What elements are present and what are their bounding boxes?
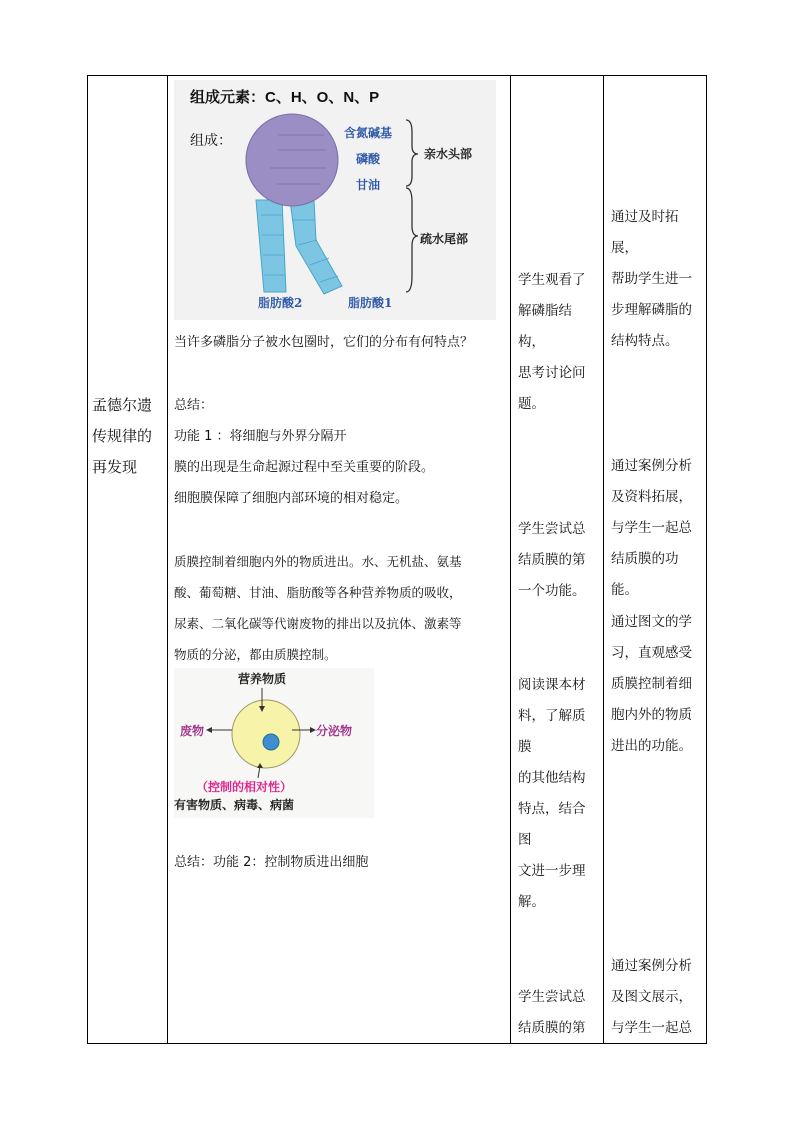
column-divider-2 [510, 75, 511, 1044]
intent-line: 通过及时拓展， [611, 209, 679, 256]
design-intent-3 [611, 607, 703, 762]
question-text: 当许多磷脂分子被水包圈时，它们的分布有何特点？ [174, 335, 474, 350]
intent-line: 步理解磷脂的 [611, 302, 692, 318]
intent-line: 结构特点。 [611, 333, 679, 349]
transport-paragraph-line: 尿素、二氧化碳等代谢废物的排出以及抗体、激素等 [174, 616, 462, 631]
column-divider-3 [603, 75, 604, 1044]
activity-line: 的其他结构 [518, 770, 586, 786]
label-nutrients: 营养物质 [238, 672, 287, 686]
design-intent-4 [611, 951, 703, 1044]
phospholipid-diagram [174, 80, 496, 320]
label-secretion: 分泌物 [316, 724, 353, 738]
hydrophilic-brace [406, 120, 418, 186]
label-fatty-acid-2: 脂肪酸2 [258, 296, 303, 310]
label-phosphate: 磷酸 [356, 152, 381, 166]
label-harmful-substances: 有害物质、病毒、病菌 [174, 798, 295, 812]
fatty-acid-tail-1 [290, 200, 342, 294]
intent-line: 习，直观感受 [611, 645, 692, 661]
intent-line: 结质膜的功能。 [611, 551, 679, 598]
membrane-origin-text: 膜的出现是生命起源过程中至关重要的阶段。 [174, 460, 435, 475]
table-right-border [706, 75, 707, 1044]
activity-line: 学生尝试总 [518, 521, 586, 537]
intent-line: 帮助学生进一 [611, 271, 692, 287]
section-title [92, 390, 164, 483]
hydrophobic-brace [406, 188, 418, 292]
nucleus [263, 734, 279, 750]
figure-composition-label: 组成： [190, 133, 232, 149]
intent-line: 通过图文的学 [611, 614, 692, 630]
function-1-text: 功能 1 ：将细胞与外界分隔开 [174, 429, 347, 444]
intent-line: 质膜控制着细 [611, 676, 692, 692]
transport-paragraph-line: 质膜控制着细胞内外的物质进出。水、无机盐、氨基 [174, 554, 462, 569]
student-activity-2 [518, 514, 598, 607]
label-waste: 废物 [180, 724, 205, 738]
fatty-acid-tail-2 [256, 200, 286, 292]
figure-elements-title: 组成元素：C、H、O、N、P [190, 89, 380, 106]
activity-line: 结质膜的第 [518, 1020, 586, 1036]
cell-circle [232, 700, 300, 768]
transport-paragraph-line: 酸、葡萄糖、甘油、脂肪酸等各种营养物质的吸收， [174, 585, 462, 600]
activity-line: 解。 [518, 894, 545, 910]
design-intent-1 [611, 202, 703, 357]
intent-line: 及资料拓展， [611, 489, 692, 505]
phospholipid-figure [174, 80, 496, 320]
label-relative-control: （控制的相对性） [196, 780, 293, 794]
section-title-line: 传规律的 [92, 427, 153, 445]
column-divider-1 [167, 75, 168, 1044]
activity-line: 特点，结合图 [518, 801, 586, 848]
label-hydrophilic-head: 亲水头部 [424, 147, 473, 161]
hydrophilic-head [246, 114, 338, 206]
function-2-text: 总结：功能 2：控制物质进出细胞 [174, 855, 369, 870]
intent-line: 与学生一起总 [611, 1020, 692, 1036]
intent-line: 及图文展示， [611, 989, 692, 1005]
label-fatty-acid-1: 脂肪酸1 [348, 296, 393, 310]
membrane-stability-text: 细胞膜保障了细胞内部环境的相对稳定。 [174, 491, 409, 506]
label-nitrogen-base: 含氮碱基 [344, 126, 393, 140]
intent-line: 进出的功能。 [611, 738, 692, 754]
summary-label: 总结： [174, 398, 214, 413]
activity-line: 思考讨论问 [518, 365, 586, 381]
activity-line: 阅读课本材 [518, 677, 586, 693]
activity-line: 文进一步理 [518, 863, 586, 879]
transport-figure [174, 668, 374, 818]
student-activity-3 [518, 670, 598, 918]
intent-line: 胞内外的物质 [611, 707, 692, 723]
section-title-line: 再发现 [92, 458, 138, 476]
activity-line: 解磷脂结构， [518, 303, 572, 350]
activity-line: 学生尝试总 [518, 989, 586, 1005]
label-glycerol: 甘油 [356, 178, 381, 192]
activity-line: 学生观看了 [518, 272, 586, 288]
activity-line: 结质膜的第 [518, 552, 586, 568]
intent-line: 通过案例分析 [611, 458, 692, 474]
label-hydrophobic-tail: 疏水尾部 [420, 232, 469, 246]
intent-line: 通过案例分析 [611, 958, 692, 974]
student-activity-1 [518, 265, 598, 420]
activity-line: 题。 [518, 396, 545, 412]
table-top-border [87, 75, 707, 76]
student-activity-4 [518, 982, 598, 1044]
activity-line: 一个功能。 [518, 583, 586, 599]
activity-line: 料，了解质膜 [518, 708, 586, 755]
table-left-border [87, 75, 88, 1044]
design-intent-2 [611, 451, 703, 606]
transport-paragraph-line: 物质的分泌，都由质膜控制。 [174, 647, 337, 662]
section-title-line: 孟德尔遗 [92, 396, 153, 414]
intent-line: 与学生一起总 [611, 520, 692, 536]
